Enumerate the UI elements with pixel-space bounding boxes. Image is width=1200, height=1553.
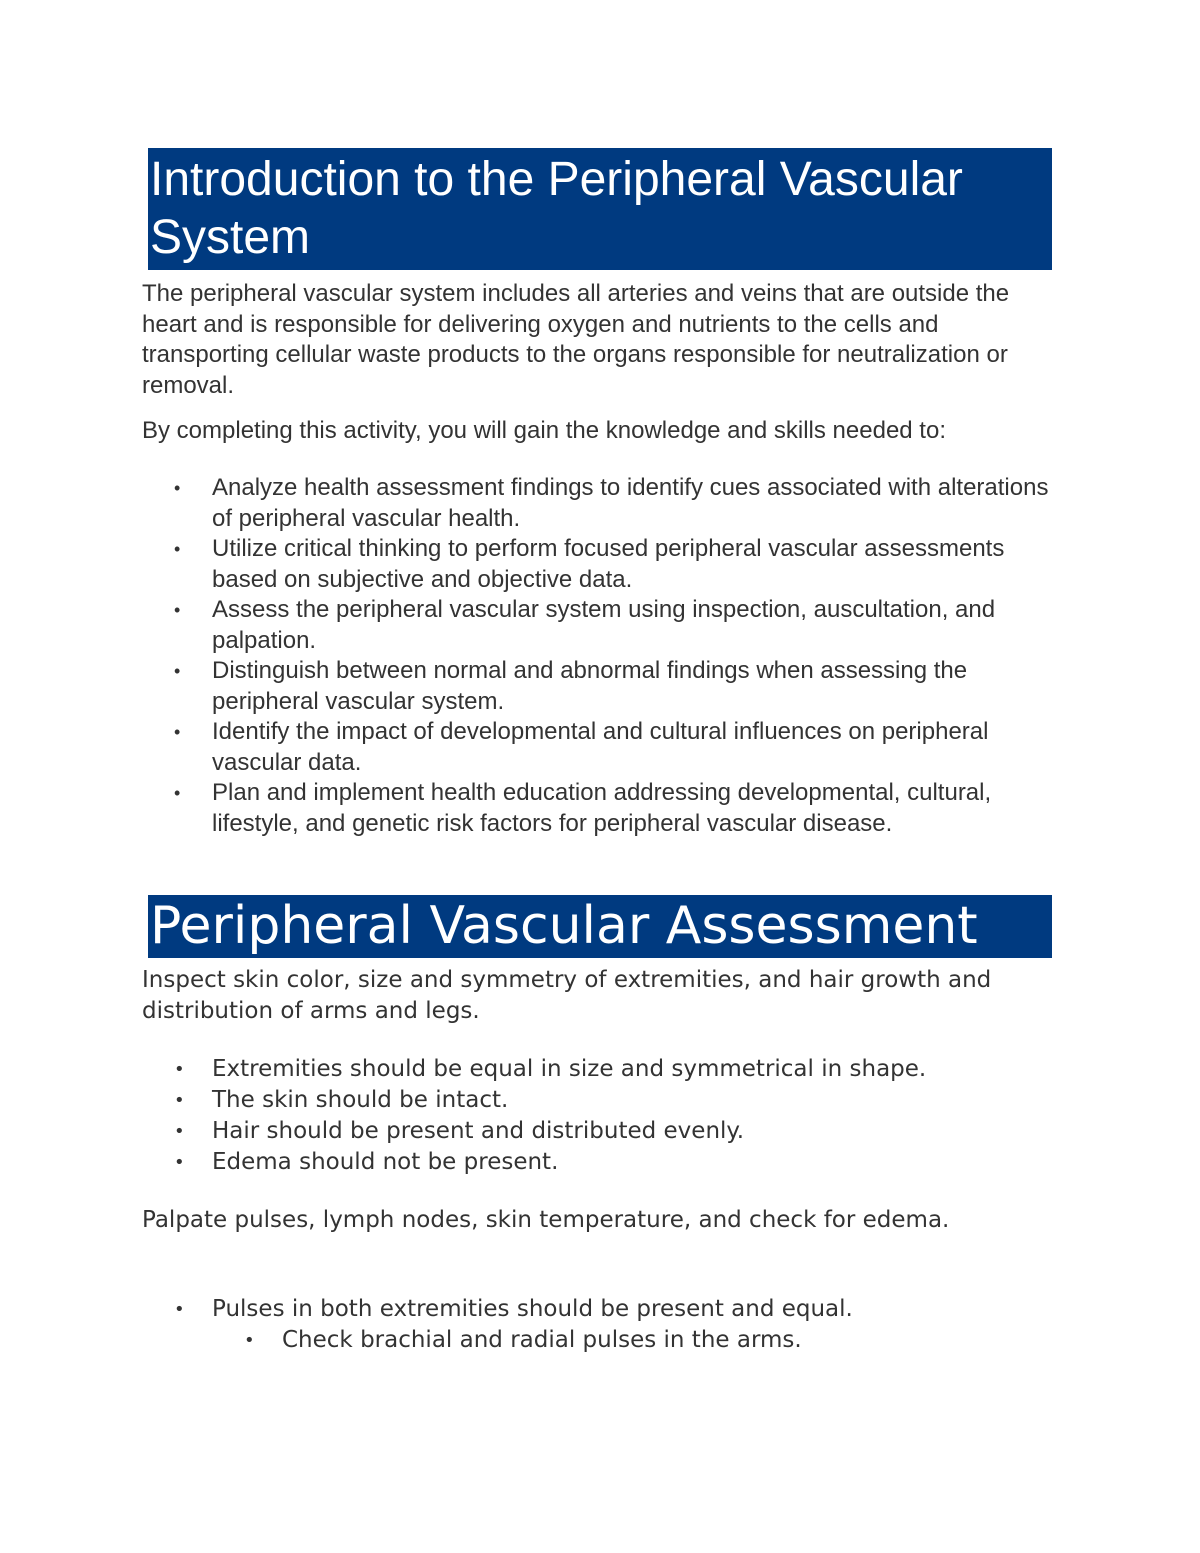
list-item: • Edema should not be present. [142,1147,1062,1178]
list-item: • Identify the impact of developmental and cultural influences on peripheral vascular data. [142,717,1062,778]
inspect-list [142,1054,1062,1178]
intro-heading: Introduction to the Peripheral Vascular System [148,148,1052,270]
list-item: • Assess the peripheral vascular system using inspection, auscultation, and palpation. [142,595,1062,656]
list-item: • Distinguish between normal and abnormal findings when assessing the peripheral vascular system. [142,656,1062,717]
inspect-paragraph: Inspect skin color, size and symmetry of extremities, and hair growth and distribution of arms and legs. [142,967,992,1024]
list-item: • Pulses in both extremities should be present and equal. [142,1294,1062,1325]
list-item: • Check brachial and radial pulses in the arms. [142,1325,1062,1356]
objectives-list [142,473,1062,839]
list-item: • Analyze health assessment findings to identify cues associated with alterations of peripheral vascular health. [142,473,1062,534]
palpate-list [142,1294,1062,1325]
intro-paragraph: The peripheral vascular system includes all arteries and veins that are outside the heart and is responsible for delivering oxygen and nutrients to the cells and transporting cellular waste products to the organs responsible for neutralization or removal. [142,280,1010,399]
palpate-sublist [142,1325,1062,1356]
list-item: • The skin should be intact. [142,1085,1062,1116]
list-item: • Hair should be present and distributed evenly. [142,1116,1062,1147]
list-item: • Utilize critical thinking to perform focused peripheral vascular assessments based on subjective and objective data. [142,534,1062,595]
list-item: • Plan and implement health education addressing developmental, cultural, lifestyle, and genetic risk factors for peripheral vascular disease. [142,778,1062,839]
assessment-heading: Peripheral Vascular Assessment [148,895,1052,958]
palpate-paragraph: Palpate pulses, lymph nodes, skin temperature, and check for edema. [142,1207,950,1233]
objectives-lead-in: By completing this activity, you will gain the knowledge and skills needed to: [142,417,946,444]
list-item: • Extremities should be equal in size and symmetrical in shape. [142,1054,1062,1085]
